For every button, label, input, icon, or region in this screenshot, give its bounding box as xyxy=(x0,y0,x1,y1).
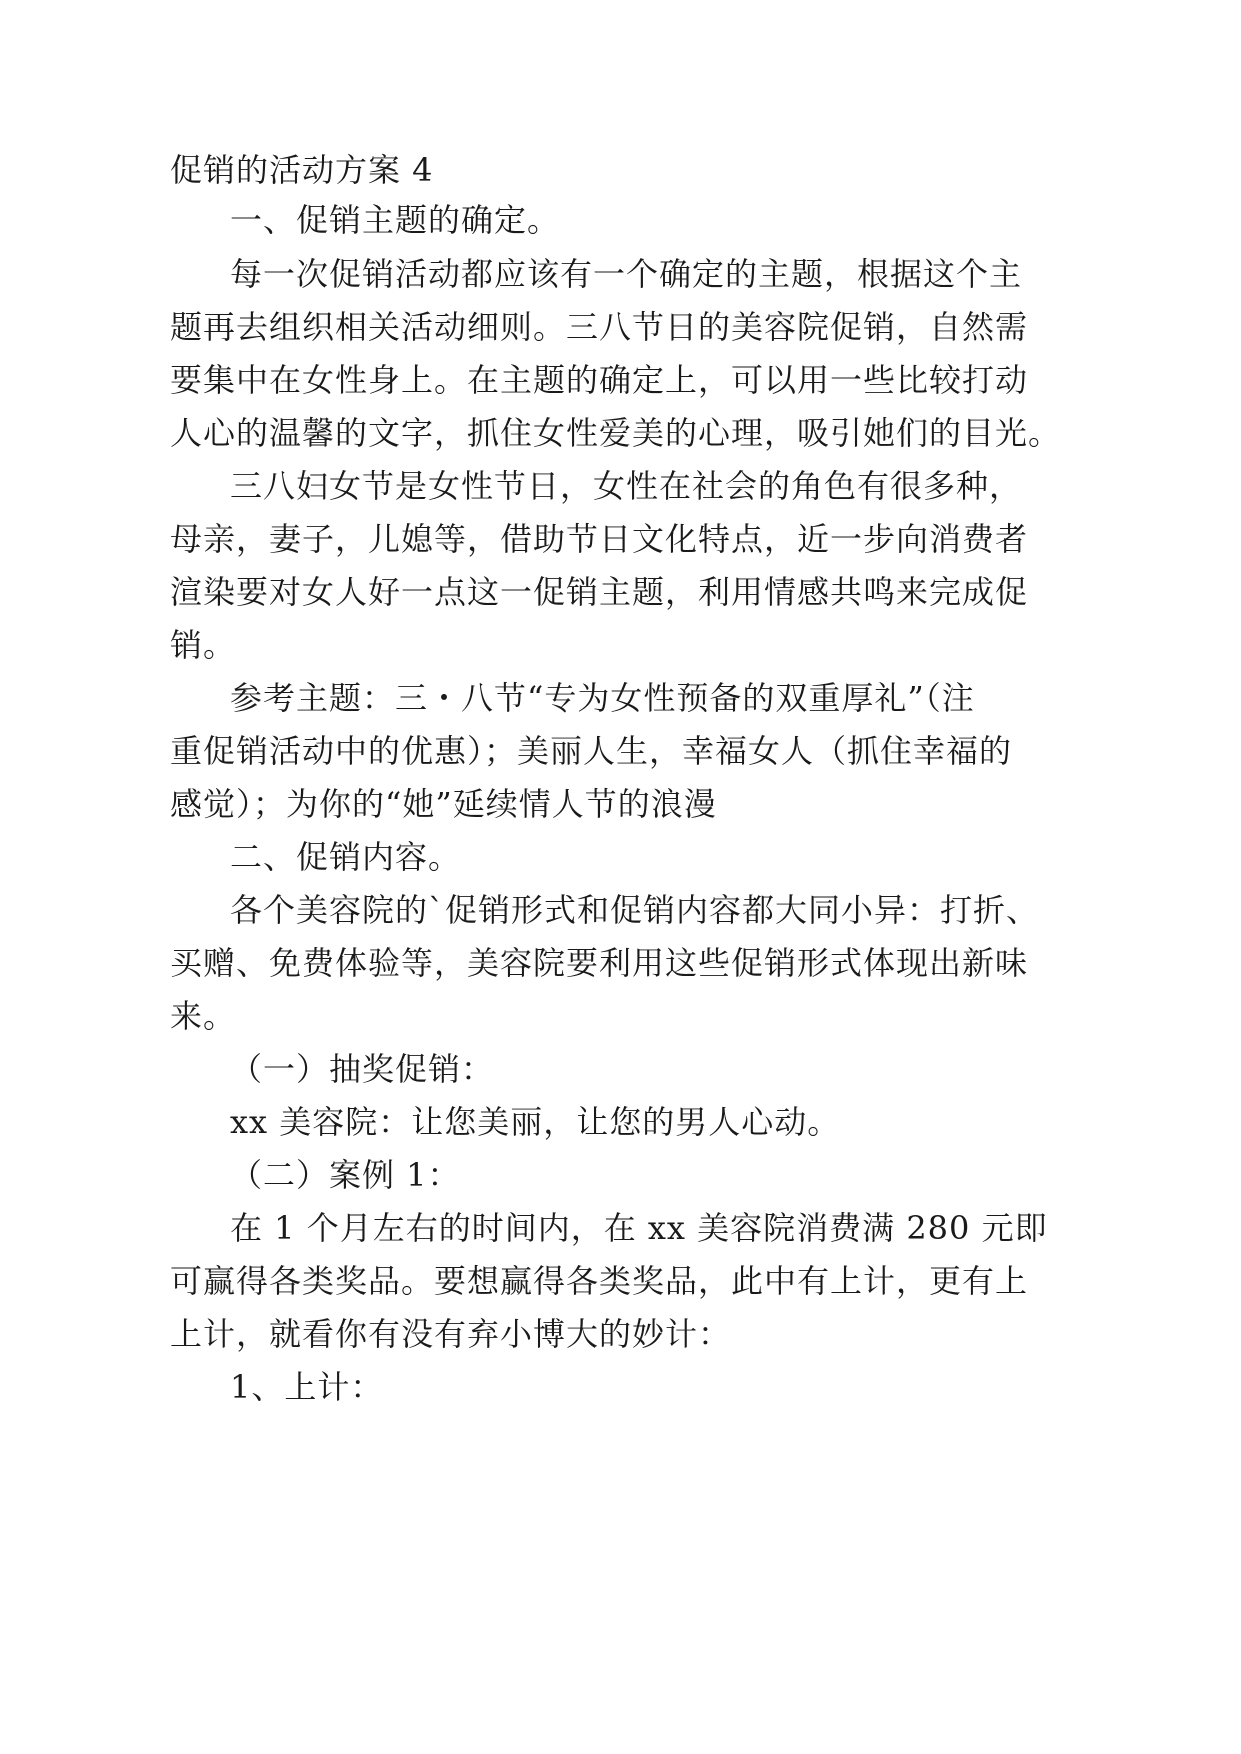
paragraph-2-line-2: 母亲，妻子，儿媳等，借助节日文化特点，近一步向消费者 xyxy=(170,520,1029,558)
list-item-1: 1、上计： xyxy=(230,1368,384,1406)
paragraph-2-line-1: 三八妇女节是女性节日，女性在社会的角色有很多种， xyxy=(230,467,1023,505)
paragraph-1-line-3: 要集中在女性身上。在主题的确定上，可以用一些比较打动 xyxy=(170,361,1029,399)
paragraph-1-line-1: 每一次促销活动都应该有一个确定的主题，根据这个主 xyxy=(230,255,1023,293)
paragraph-1-line-2: 题再去组织相关活动细则。三八节日的美容院促销，自然需 xyxy=(170,308,1029,346)
paragraph-4-line-2: 买赠、免费体验等，美容院要利用这些促销形式体现出新味 xyxy=(170,944,1029,982)
subheading-lottery: （一）抽奖促销： xyxy=(230,1050,495,1088)
paragraph-2-line-4: 销。 xyxy=(170,626,237,664)
paragraph-3-line-1: 参考主题：三・八节“专为女性预备的双重厚礼”（注 xyxy=(230,679,975,717)
paragraph-4-line-1: 各个美容院的`促销形式和促销内容都大同小异：打折、 xyxy=(230,891,1040,929)
slogan-line: xx 美容院：让您美丽，让您的男人心动。 xyxy=(230,1103,841,1141)
section-heading-2: 二、促销内容。 xyxy=(230,838,462,876)
paragraph-1-line-4: 人心的温馨的文字，抓住女性爱美的心理，吸引她们的目光。 xyxy=(170,414,1062,452)
document-title: 促销的活动方案 4 xyxy=(170,151,434,189)
paragraph-4-line-3: 来。 xyxy=(170,997,237,1035)
paragraph-3-line-3: 感觉）；为你的“她”延续情人节的浪漫 xyxy=(170,785,717,823)
subheading-case-1: （二）案例 1： xyxy=(230,1156,461,1194)
paragraph-2-line-3: 渲染要对女人好一点这一促销主题，利用情感共鸣来完成促 xyxy=(170,573,1029,611)
paragraph-5-line-3: 上计，就看你有没有弃小博大的妙计： xyxy=(170,1315,732,1353)
section-heading-1: 一、促销主题的确定。 xyxy=(230,201,561,239)
paragraph-3-line-2: 重促销活动中的优惠）；美丽人生，幸福女人（抓住幸福的 xyxy=(170,732,1013,770)
paragraph-5-line-2: 可赢得各类奖品。要想赢得各类奖品，此中有上计，更有上 xyxy=(170,1262,1029,1300)
paragraph-5-line-1: 在 1 个月左右的时间内，在 xx 美容院消费满 280 元即 xyxy=(230,1209,1048,1247)
